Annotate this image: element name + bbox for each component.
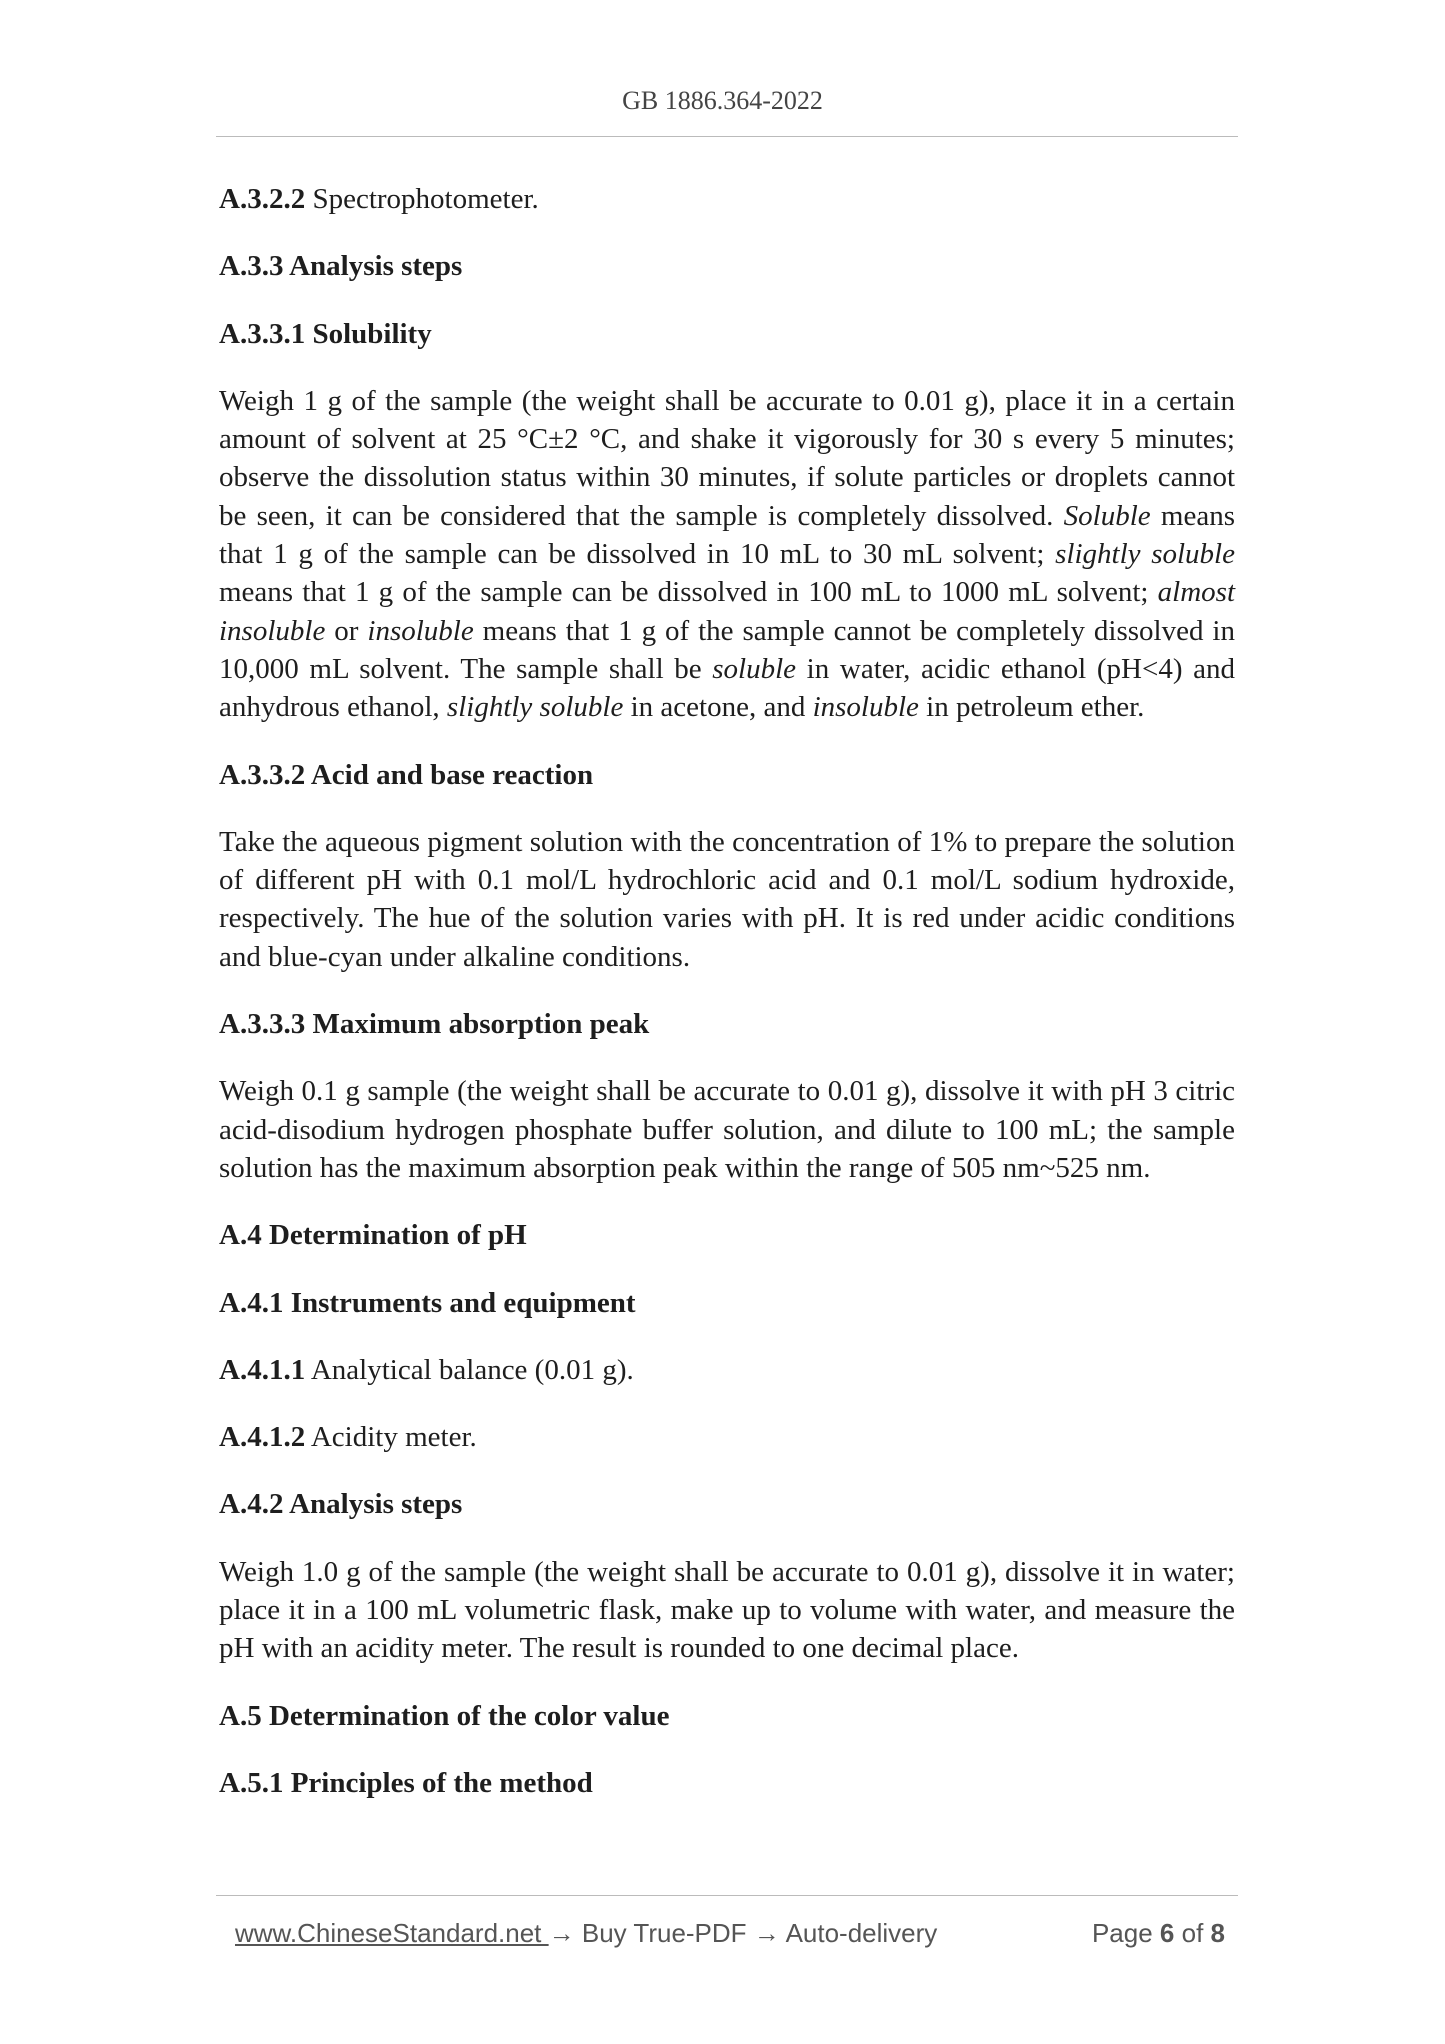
document-body (219, 180, 1235, 1831)
document-header-code: GB 1886.364-2022 (622, 86, 823, 115)
heading-a3-3-2: A.3.3.2 Acid and base reaction (219, 758, 594, 791)
clause-number: A.4.1.2 (219, 1421, 306, 1454)
total-page-number: 8 (1210, 1918, 1225, 1948)
footer-divider (216, 1895, 1238, 1896)
heading-a5-1: A.5.1 Principles of the method (219, 1766, 593, 1799)
acid-base-paragraph: Take the aqueous pigment solution with the concentration of 1% to prepare the solution of different pH with 0.1 mol/L hydrochloric acid and 0.1 mol/L sodium hydroxide, respectively. The hue of the solution varies with pH. It is red under acidic conditions and blue-cyan under alkaline conditions. (219, 825, 1235, 973)
clause-a4-1-1: A.4.1.1 Analytical balance (0.01 g). (219, 1353, 634, 1386)
header-divider (216, 136, 1238, 137)
clause-a3-2-2: A.3.2.2 Spectrophotometer. (219, 183, 539, 215)
heading-a4: A.4 Determination of pH (219, 1219, 527, 1252)
clause-a4-1-2: A.4.1.2 Acidity meter. (219, 1421, 477, 1454)
footer-promo-text: → Buy True-PDF → Auto-delivery (548, 1918, 938, 1948)
heading-a5: A.5 Determination of the color value (219, 1699, 670, 1732)
solubility-paragraph: Weigh 1 g of the sample (the weight shall be accurate to 0.01 g), place it in a certain amount of solvent at 25 °C±2 °C, and shake it vigorously for 30 s every 5 minutes; observe the dissolution status within 30 minutes, if solute particles or droplets cannot be seen, it can be considered that the sample is completely dissolved. Soluble means that 1 g of the sample can be dissolved in 10 mL to 30 mL solvent; slightly soluble means that 1 g of the sample can be dissolved in 100 mL to 1000 mL solvent; almost insoluble or insoluble means that 1 g of the sample cannot be completely dissolved in 10,000 mL solvent. The sample shall be soluble in water, acidic ethanol (pH<4) and anhydrous ethanol, slightly soluble in acetone, and insoluble in petroleum ether. (219, 384, 1236, 724)
clause-number: A.3.2.2 (219, 183, 306, 215)
footer-promo (235, 1918, 937, 1949)
clause-number: A.4.1.1 (219, 1353, 306, 1386)
ph-analysis-paragraph: Weigh 1.0 g of the sample (the weight shall be accurate to 0.01 g), dissolve it in water; place it in a 100 mL volumetric flask, make up to volume with water, and measure the pH with an acidity meter. The result is rounded to one decimal place. (219, 1555, 1235, 1665)
heading-a3-3: A.3.3 Analysis steps (219, 250, 463, 283)
absorption-paragraph: Weigh 0.1 g sample (the weight shall be accurate to 0.01 g), dissolve it with pH 3 citric acid-disodium hydrogen phosphate buffer solution, and dilute to 100 mL; the sample solution has the maximum absorption peak within the range of 505 nm~525 nm. (219, 1075, 1235, 1184)
current-page-number: 6 (1159, 1918, 1175, 1948)
heading-a3-3-3: A.3.3.3 Maximum absorption peak (219, 1008, 650, 1041)
page-indicator: Page 6 of 8 (1091, 1918, 1225, 1948)
heading-a4-1: A.4.1 Instruments and equipment (219, 1286, 636, 1319)
website-link[interactable]: www.ChineseStandard.net (235, 1918, 549, 1948)
heading-a3-3-1: A.3.3.1 Solubility (219, 317, 432, 350)
heading-a4-2: A.4.2 Analysis steps (219, 1488, 463, 1521)
